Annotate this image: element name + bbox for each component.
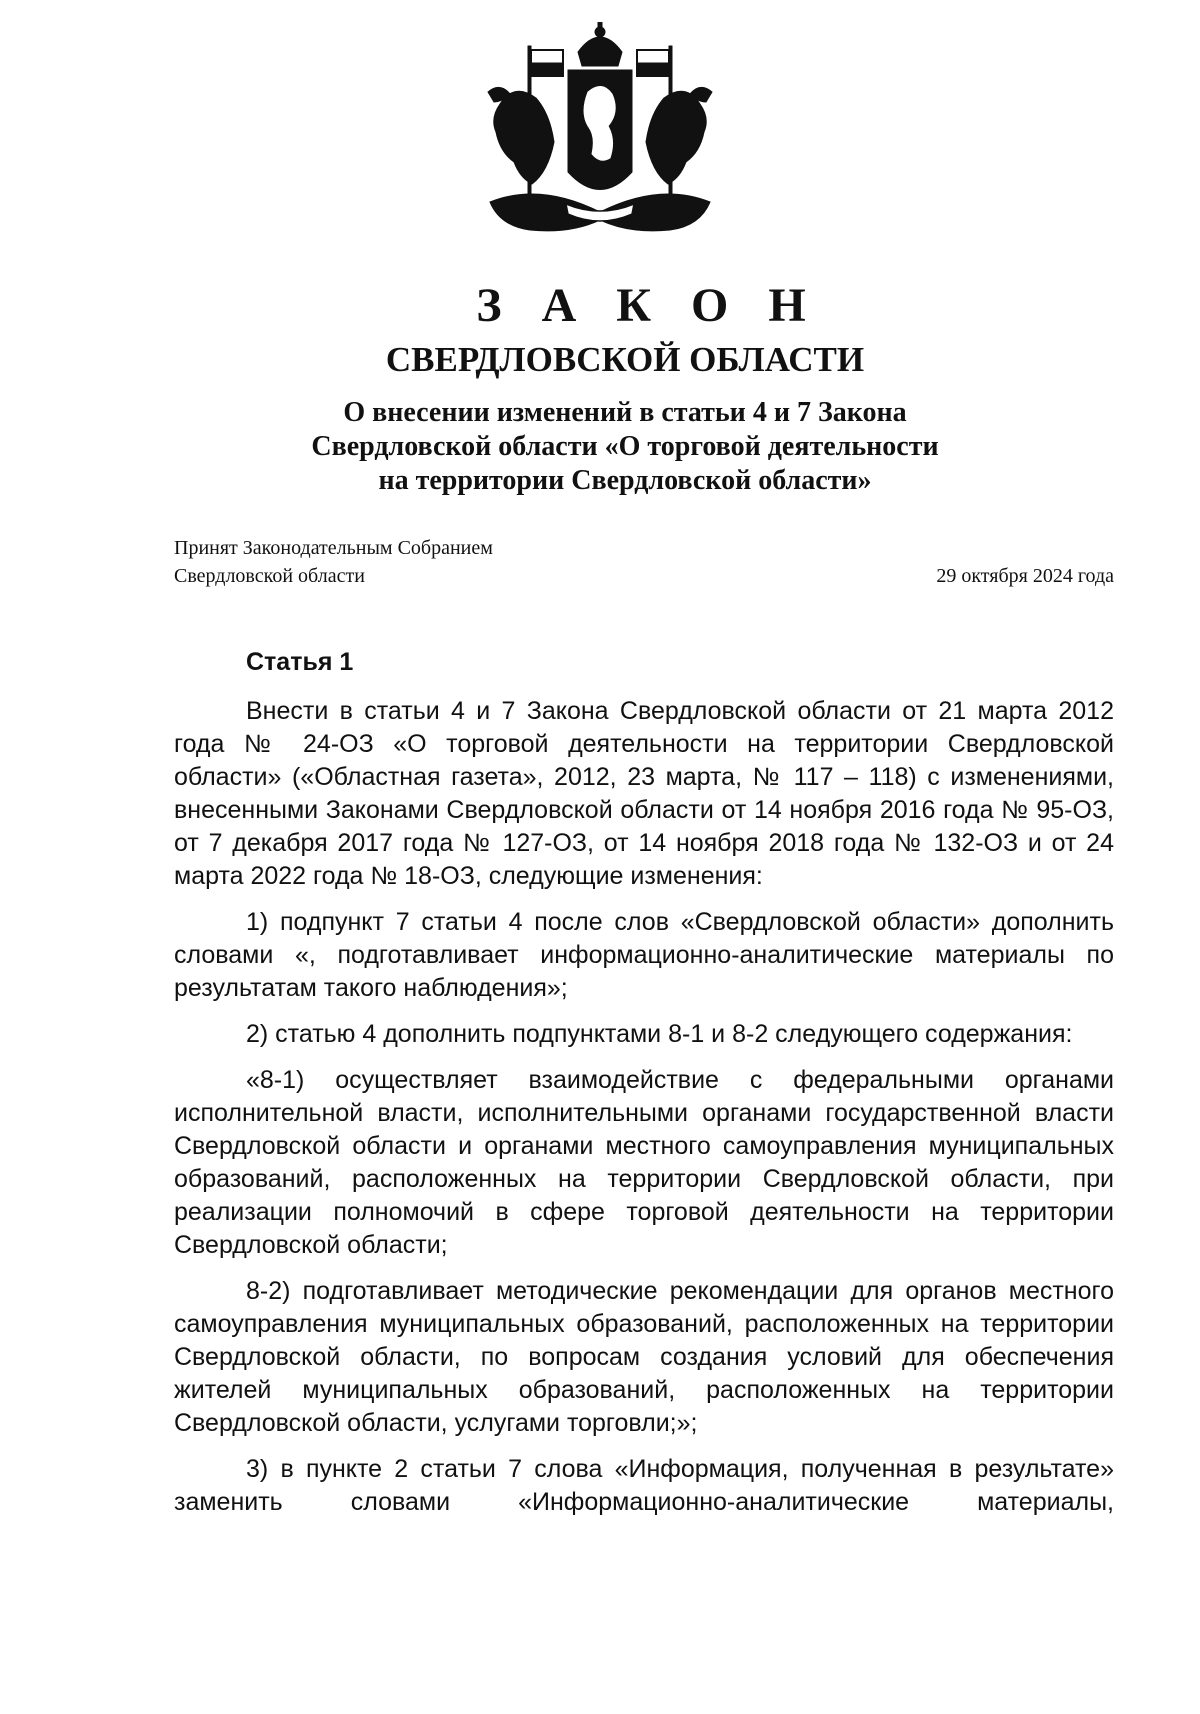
article-body bbox=[174, 646, 1114, 1532]
law-subject-title bbox=[0, 396, 1200, 498]
article-paragraph: «8-1) осуществляет взаимодействие с федеральными органами исполнительной власти, исполнительными органами государственной власти Свердловской области и органами местного самоуправления муниципальных образований, расположенных на территории Свердловской области, при реализации полномочий в сфере торговой деятельности на территории Свердловской области; bbox=[174, 1066, 1114, 1259]
law-subject-line: на территории Свердловской области» bbox=[378, 465, 872, 496]
article-paragraph: 3) в пункте 2 статьи 7 слова «Информация, полученная в результате» заменить словами «Информационно-аналитические материалы, bbox=[174, 1455, 1114, 1516]
law-subject-line: О внесении изменений в статьи 4 и 7 Закона bbox=[343, 397, 907, 428]
document-type-heading: З А К О Н bbox=[476, 279, 820, 332]
adopted-by-line: Принят Законодательным Собранием bbox=[174, 537, 493, 559]
article-paragraph: Внести в статьи 4 и 7 Закона Свердловской области от 21 марта 2012 года № 24-ОЗ «О торговой деятельности на территории Свердловской области» («Областная газета», 2012, 23 марта, № 117 – 118) с изменениями, внесенными Законами Свердловской области от 14 ноября 2016 года № 95-ОЗ, от 7 декабря 2017 года № 127-ОЗ, от 14 ноября 2018 года № 132-ОЗ и от 24 марта 2022 года № 18-ОЗ, следующие изменения: bbox=[174, 697, 1114, 890]
adopted-by-region-line: Свердловской области bbox=[174, 565, 365, 587]
article-paragraph: 1) подпункт 7 статьи 4 после слов «Свердловской области» дополнить словами «, подготавливает информационно-аналитические материалы по результатам такого наблюдения»; bbox=[174, 908, 1114, 1002]
adoption-block bbox=[174, 534, 1114, 590]
article-heading: Статья 1 bbox=[246, 648, 354, 676]
coat-of-arms-icon bbox=[470, 22, 730, 242]
region-heading: СВЕРДЛОВСКОЙ ОБЛАСТИ bbox=[385, 340, 865, 379]
adoption-date: 29 октября 2024 года bbox=[936, 565, 1114, 587]
article-paragraph: 2) статью 4 дополнить подпунктами 8-1 и 8-2 следующего содержания: bbox=[246, 1020, 1073, 1048]
article-paragraph: 8-2) подготавливает методические рекомендации для органов местного самоуправления муниципальных образований, расположенных на территории Свердловской области, по вопросам создания условий для обеспечения жителей муниципальных образований, расположенных на территории Свердловской области, услугами торговли;»; bbox=[174, 1277, 1114, 1437]
law-subject-line: Свердловской области «О торговой деятельности bbox=[311, 431, 939, 462]
